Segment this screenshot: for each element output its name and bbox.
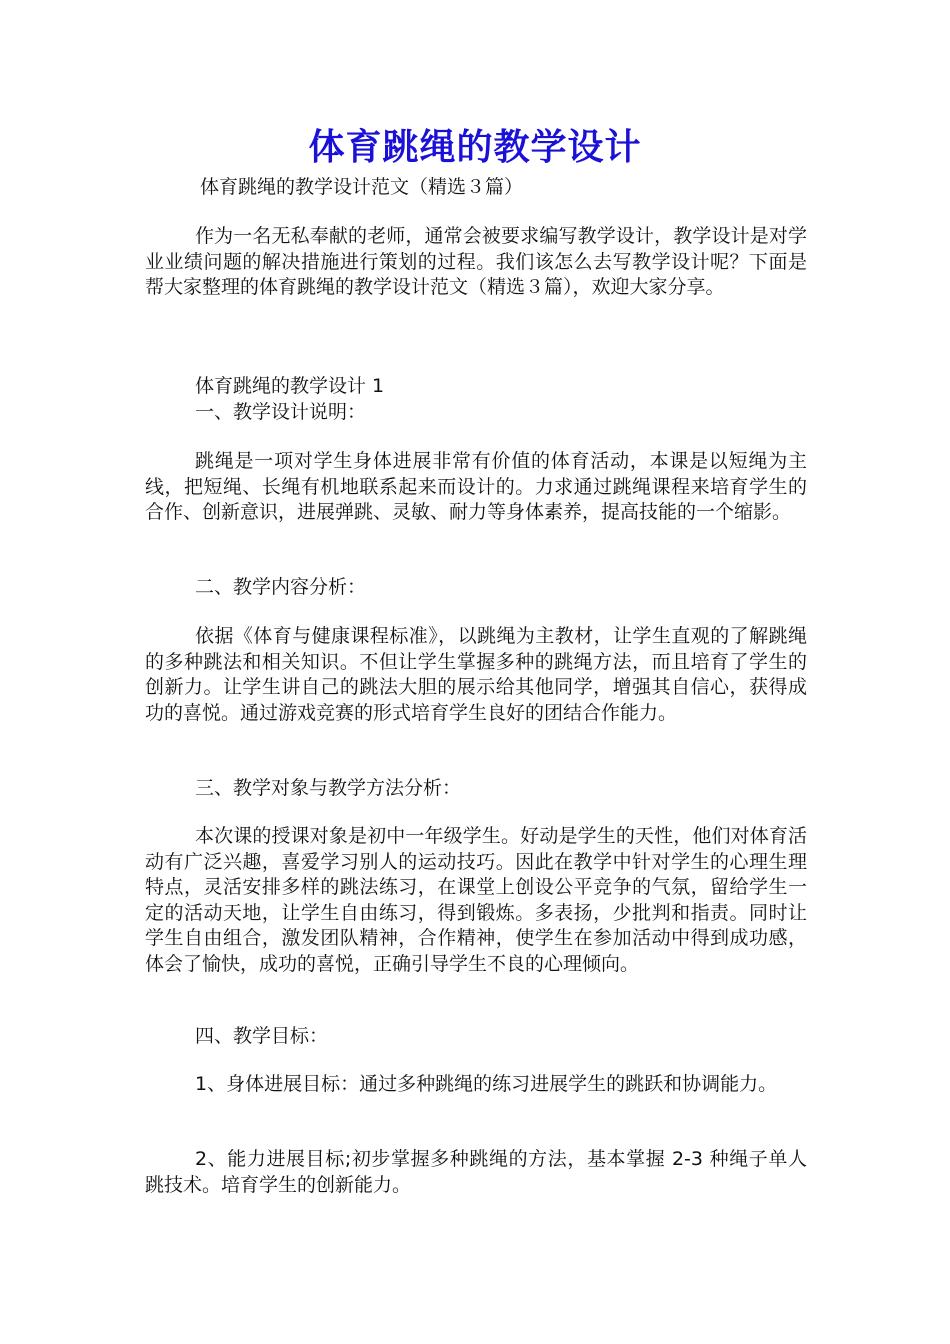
goal-item: 1、身体进展目标：通过多种跳绳的练习进展学生的跳跃和协调能力。 — [195, 1073, 778, 1095]
heading-audience-method: 三、教学对象与教学方法分析： — [195, 777, 462, 799]
heading-design-description: 一、教学设计说明： — [195, 401, 367, 423]
document-title: 体育跳绳的教学设计 — [308, 127, 642, 168]
goal-item: 2、能力进展目标;初步掌握多种跳绳的方法，基本掌握 2-3 种绳子单人跳技术。培育学生的创新能力。 — [145, 1148, 807, 1196]
heading-teaching-goals: 四、教学目标： — [195, 1025, 329, 1047]
paragraph-content-analysis: 依据《体育与健康课程标准》，以跳绳为主教材，让学生直观的了解跳绳的多种跳法和相关知识。不但让学生掌握多种的跳绳方法，而且培育了学生的创新力。让学生讲自己的跳法大胆的展示给其他同学，增强其自信心，获得成功的喜悦。通过游戏竞赛的形式培育学生良好的团结合作能力。 — [145, 625, 807, 724]
paragraph-design-description: 跳绳是一项对学生身体进展非常有价值的体育活动，本课是以短绳为主线，把短绳、长绳有机地联系起来而设计的。力求通过跳绳课程来培育学生的合作、创新意识，进展弹跳、灵敏、耐力等身体素养，提高技能的一个缩影。 — [145, 450, 807, 523]
intro-paragraph: 作为一名无私奉献的老师，通常会被要求编写教学设计，教学设计是对学业业绩问题的解决措施进行策划的过程。我们该怎么去写教学设计呢？下面是帮大家整理的体育跳绳的教学设计范文（精选３篇），欢迎大家分享。 — [145, 225, 807, 298]
heading-content-analysis: 二、教学内容分析： — [195, 576, 367, 598]
document-subtitle: 体育跳绳的教学设计范文（精选３篇） — [200, 176, 524, 198]
section-title: 体育跳绳的教学设计 1 — [195, 375, 385, 397]
paragraph-audience-method: 本次课的授课对象是初中一年级学生。好动是学生的天性，他们对体育活动有广泛兴趣，喜爱学习别人的运动技巧。因此在教学中针对学生的心理生理特点，灵活安排多样的跳法练习，在课堂上创设公平竞争的气氛，留给学生一定的活动天地，让学生自由练习，得到锻炼。多表扬，少批判和指责。同时让学生自由组合，激发团队精神，合作精神，使学生在参加活动中得到成功感，体会了愉快，成功的喜悦，正确引导学生不良的心理倾向。 — [145, 825, 807, 975]
